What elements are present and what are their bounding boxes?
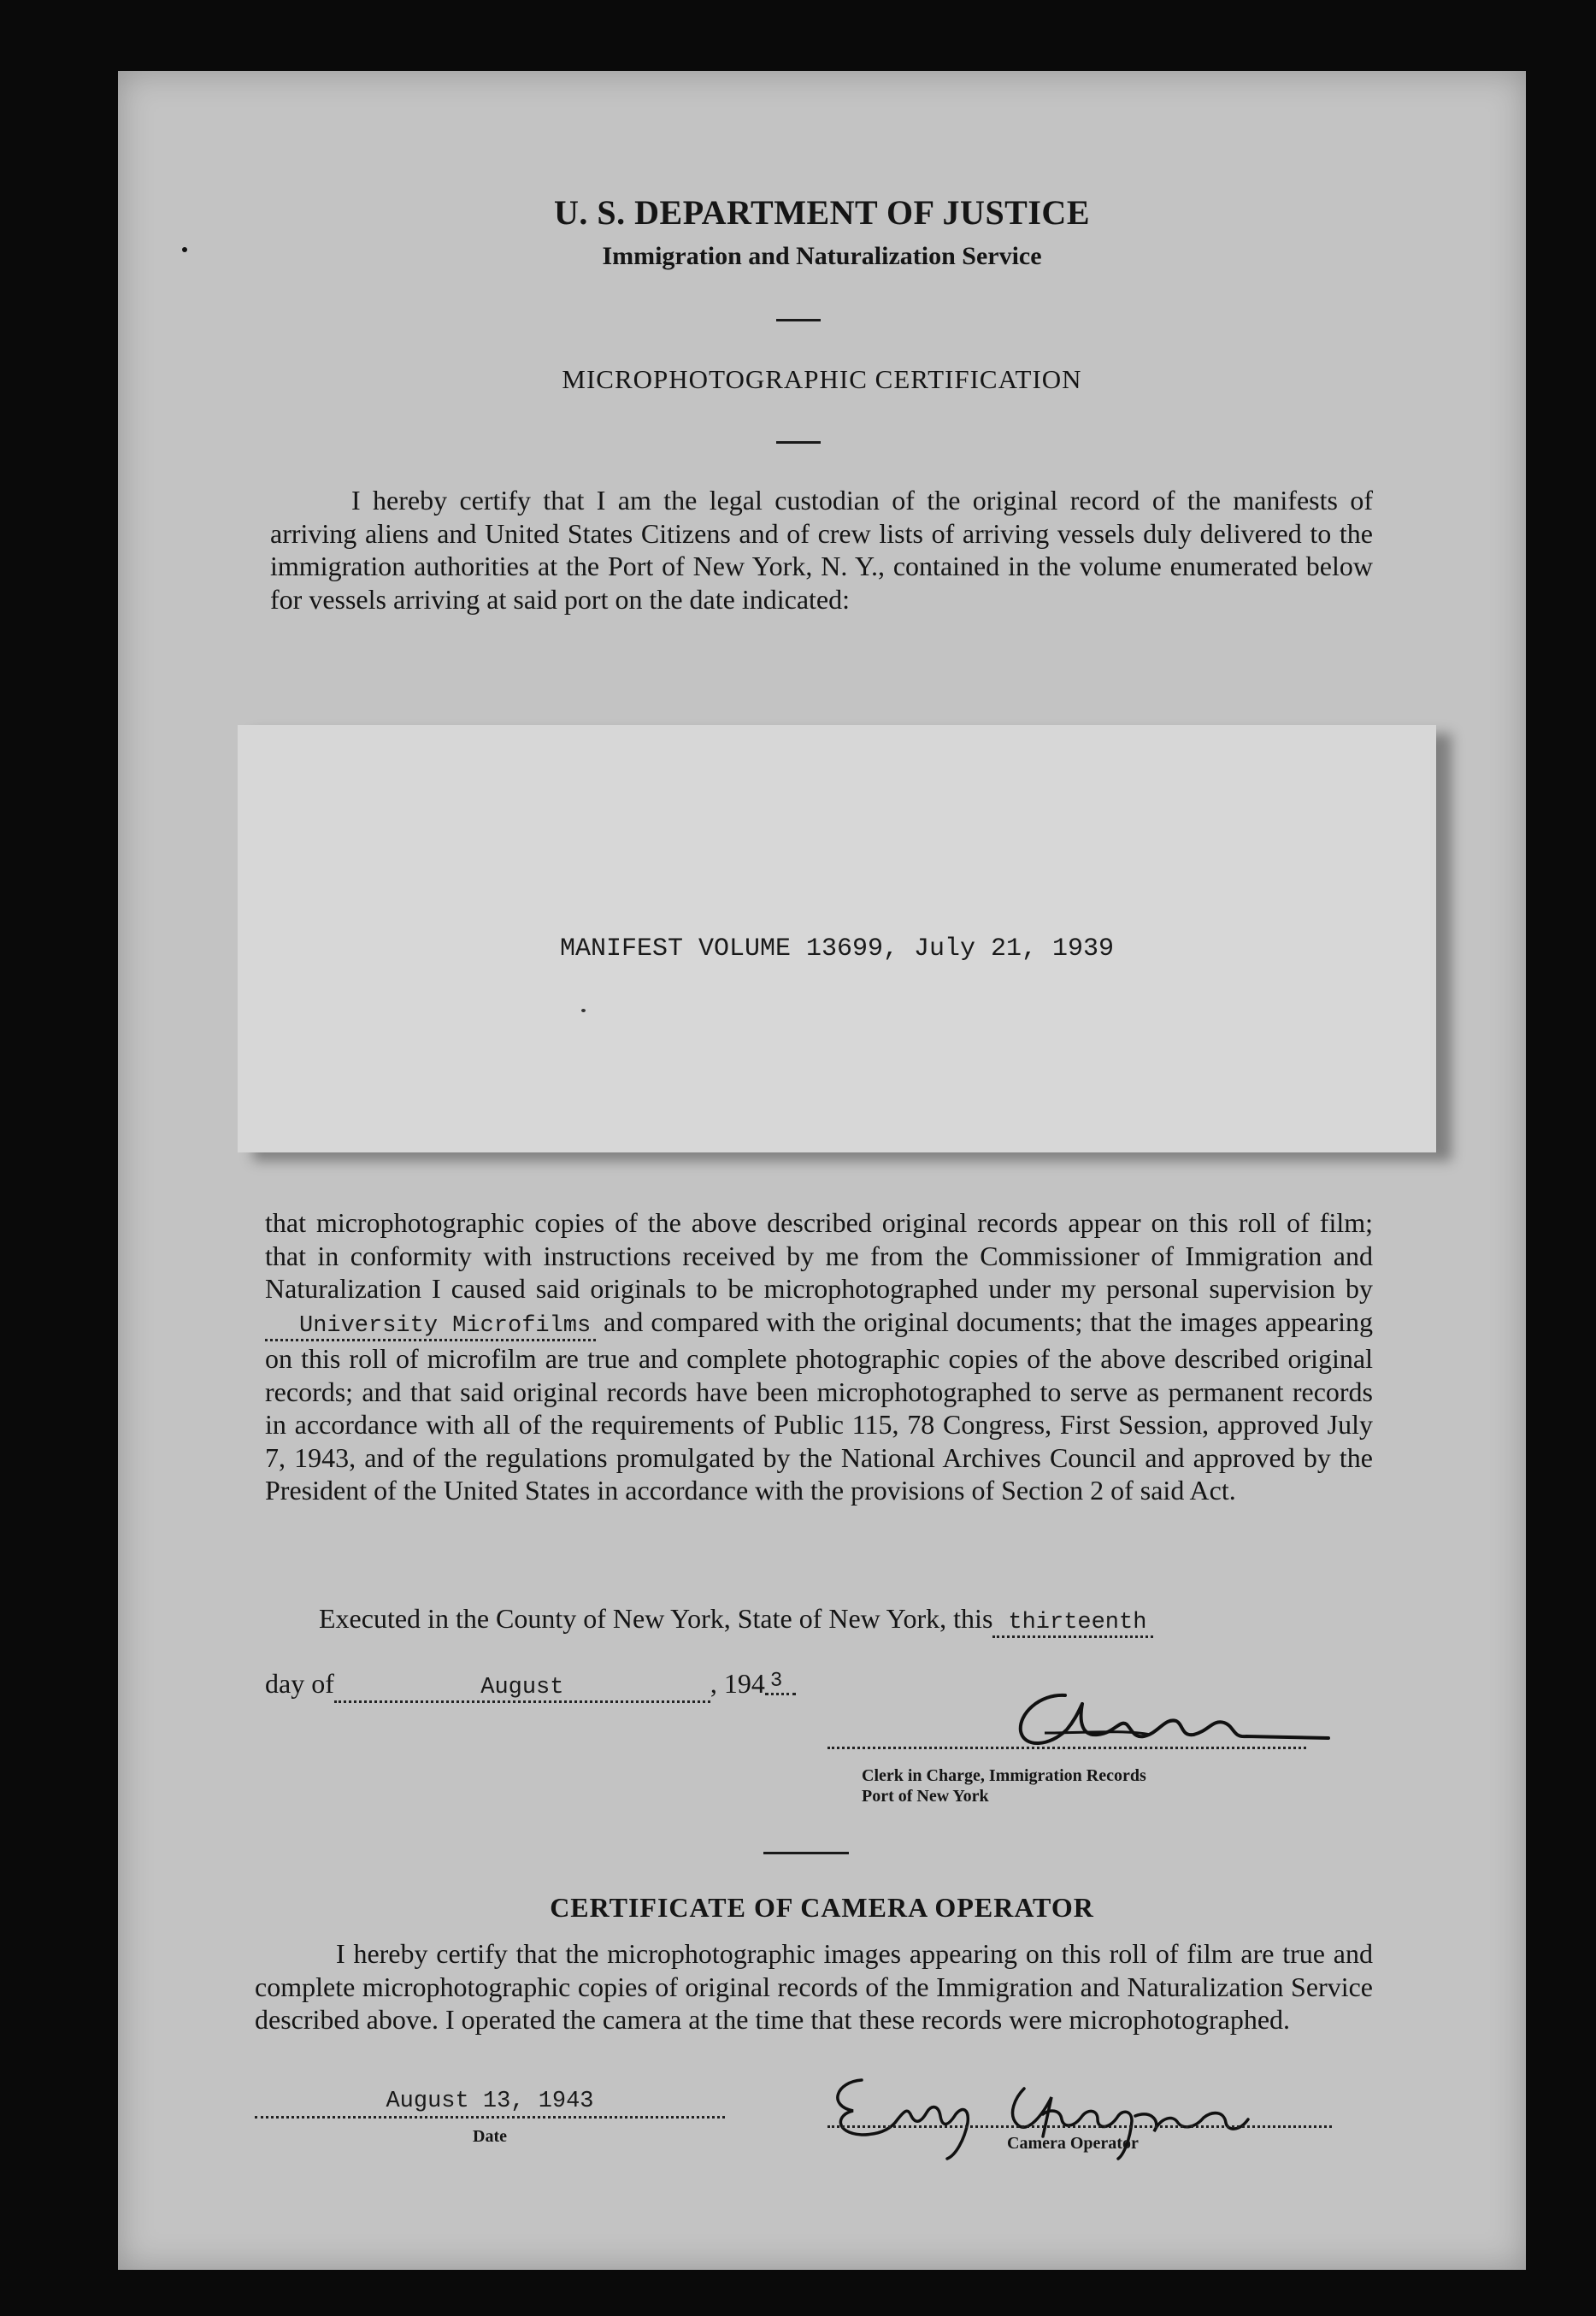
- clerk-signature-line: [827, 1747, 1306, 1749]
- manifest-slip: [238, 725, 1436, 1152]
- date-line: [265, 1668, 796, 1703]
- body-text-part1: that microphotographic copies of the above described original records appear on this roll of film; that in conformity with instructions received by me from the Commissioner of Immigration and Naturalization I caused said originals to be microphotographed under my personal supervision by: [265, 1207, 1373, 1304]
- camera-operator-label: Camera Operator: [1007, 2134, 1139, 2153]
- supervisor-field: University Microfilms: [265, 1313, 596, 1341]
- document-page: [118, 71, 1526, 2270]
- camera-certificate-title: CERTIFICATE OF CAMERA OPERATOR: [550, 1892, 1094, 1923]
- clerk-title-line2: Port of New York: [862, 1787, 989, 1806]
- divider: [776, 319, 821, 321]
- camera-date-label: Date: [473, 2127, 507, 2146]
- month-field: August: [334, 1675, 710, 1703]
- body-paragraph: [265, 1206, 1373, 1507]
- year-prefix: , 194: [710, 1668, 765, 1699]
- year-digit-field: 3: [765, 1670, 796, 1695]
- certification-title: MICROPHOTOGRAPHIC CERTIFICATION: [562, 364, 1082, 394]
- department-heading: U. S. DEPARTMENT OF JUSTICE: [554, 193, 1090, 232]
- body-text-part2: and compared with the original documents; that the images appearing on this roll of microfilm are true and complete photographic copies of the above described original records; and that said original records have been microphotographed to serve as permanent records in accordance with all of the requirements of Public 115, 78 Congress, First Session, approved July 7, 1943, and of the regulations promulgated by the National Archives Council and approved by the President of the United States in accordance with the provisions of Section 2 of said Act.: [265, 1305, 1374, 1506]
- film-speck: [581, 1009, 586, 1012]
- camera-text: I hereby certify that the microphotographic images appearing on this roll of film are true and complete microphotographic copies of original records of the Immigration and Naturalization Service described above. I operated the camera at the time that these records were microphotographed.: [255, 1938, 1373, 2035]
- clerk-signature: [826, 1670, 1330, 1764]
- divider: [763, 1852, 849, 1854]
- day-field: thirteenth: [992, 1610, 1153, 1638]
- intro-text: I hereby certify that I am the legal custodian of the original record of the manifests of arriving aliens and United States Citizens and of crew lists of arriving vessels duly delivered to the immigration authorities at the Port of New York, N. Y., contained in the volume enumerated below for vessels arriving at said port on the date indicated:: [270, 485, 1373, 615]
- camera-operator-line: [827, 2125, 1332, 2128]
- divider: [776, 441, 821, 444]
- camera-paragraph: [255, 1937, 1373, 2036]
- manifest-volume-text: MANIFEST VOLUME 13699, July 21, 1939: [559, 934, 1115, 964]
- service-subheading: Immigration and Naturalization Service: [602, 242, 1042, 270]
- camera-date-field: August 13, 1943: [255, 2089, 725, 2119]
- clerk-title-line1: Clerk in Charge, Immigration Records: [862, 1766, 1146, 1785]
- day-of-label: day of: [265, 1668, 334, 1699]
- executed-text: Executed in the County of New York, State of New York, this: [319, 1603, 993, 1634]
- intro-paragraph: [270, 484, 1373, 616]
- executed-line: [319, 1603, 1153, 1635]
- film-speck: [182, 247, 187, 252]
